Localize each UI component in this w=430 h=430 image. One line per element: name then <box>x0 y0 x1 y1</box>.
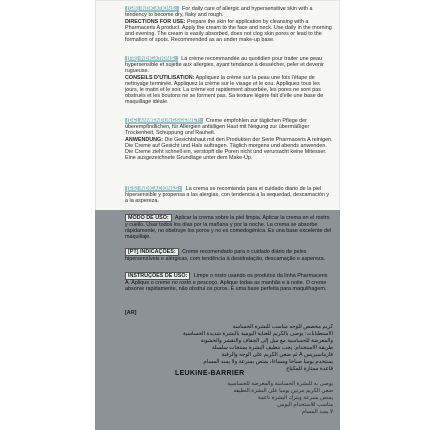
ar-line-9: ضعي الكريم مرتين يوميا على البشرة النظيفة <box>233 388 333 394</box>
fr-indications: [FR] INDICATIONS: La crème recommandée au quotidien pour traiter une peau hypersensible et sujette aux allergies, ayant tendance à dessécher, peler et devenir rugueuse. <box>125 56 326 75</box>
pt-directions: INSTRUÇÕES DE USO: Limpe o rosto usando os produtos da linha Pharmaceris A. Aplique o creme no rosto e pescoço. Aplique todas as manhãs e à noite. O creme absorve rapidamente, não obstrui os poros. É uma base perfeita para maquilhagem. <box>125 273 329 293</box>
fr-tag: [FR] INDICATIONS: <box>127 56 176 62</box>
de-tag: [DE] ANWENDUNGSGEBIET: <box>127 118 201 124</box>
ar-line-7: قاعدة ممتازة للمكياج <box>285 366 333 372</box>
pt-indications: [PT] INDICAÇÕES: Creme recomendado para o cuidado diário de peles hipersensíveis e alérgicas, com tendência à desidratação, descamação e aspereza. <box>125 249 326 263</box>
ar-line-3: والمعرضة للحساسية مع ميل إلى الجفاف والتقشر والخشونة <box>200 338 333 344</box>
de-directions-heading: ANWENDUNG: <box>125 137 164 143</box>
de-indications: [DE] ANWENDUNGSGEBIET: Creme empfohlen zur täglichen Pflege der überempfindlichen, für Allergien anfälligen Haut mit Neigung zur übermäßiger Trockenheit, Schuppung und Rauheit. <box>125 118 311 137</box>
ar-line-4: طريقة الاستخدام: يجب تنظيف البشرة بمنتجات سلسلة <box>212 345 333 351</box>
ar-line-8: يوصى به للبشرة الحساسة والمعرضة للحساسية <box>227 381 333 387</box>
de-directions: ANWENDUNG: Die Gesichtshaut mit den Produkten der Serie Pharmaceris A reinigen. Die Creme auf Gesicht und Hals auftragen. Täglich morgens und abends anwenden. Die Creme zieht schnell ein, verstopft die Poren nicht und verursacht keine Mitesser. Eine ausgezeichnete Grundlage unter dem Make-Up. <box>125 137 335 162</box>
ar-line-2: الاستطبابات: يوصى بالكريم للعناية اليومية بالبشرة شديدة الحساسية <box>182 331 333 337</box>
ar-line-1: كريم مخصص للوجه مناسب للبشرة الحساسة <box>232 324 333 330</box>
leaflet-sheet <box>95 0 340 430</box>
es-tag: [ES] INDICACIONES: <box>127 186 181 192</box>
gb-tag: [GB] INDICATIONS: <box>127 6 177 12</box>
gb-indications: [GB] INDICATIONS: For daily care of allergic and hypersensitive skin with a tendency to become dry, flaky and rough. <box>125 6 314 19</box>
ar-line-11: مناسب للاستخدام اليومي <box>276 402 333 408</box>
ar-line-6: يستخدم يوميا صباحا ومساءا، يمتص بسرعة ولا يسد المسام <box>203 359 333 365</box>
ar-line-12: لا يسد المسام <box>301 409 333 415</box>
pt-tag: [PT] INDICAÇÕES: <box>125 248 179 256</box>
pt-directions-heading: INSTRUÇÕES DE USO: <box>125 272 190 280</box>
es-directions: MODO DE USO: Aplicar la crema sobre la piel limpia. Aplicar la crema en el rostro y cuello. Usar todos los días por la mañana y por la noche. La crema se absorbe rápidamente, no obstruye los poros y no es comedogénica. Es una base excelente del maquillaje. <box>125 215 333 241</box>
gb-directions: DIRECTIONS FOR USE: Prepare the skin for application by cleansing with a Pharmaceris A product. Apply the cream to the face and neck. Use daily in the morning and evening. The cream is easily absorbed, does not clog skin pores or lead to the formation of spots. Recommended as an under make-up base. <box>125 19 334 44</box>
fr-directions-heading: CONSEILS D'UTILISATION: <box>125 75 195 81</box>
ar-tag: [AR] <box>125 310 137 316</box>
es-indications: [ES] INDICACIONES: La crema se recomienda para el cuidado diario de la piel hipersensible y propensa a las alergias, con tendencia a la sequedad, descamación y a la aspereza. <box>125 186 331 205</box>
gb-directions-heading: DIRECTIONS FOR USE: <box>125 19 186 25</box>
es-use-heading: MODO DE USO: <box>125 214 172 222</box>
fr-directions: CONSEILS D'UTILISATION: Appliquez la crème sur la peau une fois l'étape de nettoyage terminée. Appliquez la crème sur le visage et le cou. Appliquez tous les jours, le matin et le soir. La crème est rapidement absorbée, les pores ne sont pas obstrués et les boutons ne se forment pas. Sa texture légère fait d'elle une base de maquillage idéale. <box>125 75 325 106</box>
brand-name: LEUKINE-BARRIER <box>175 370 245 377</box>
ar-line-5: فارماسيريس A ثم ضعي الكريم على الوجه والرقبة <box>221 352 333 358</box>
ar-line-10: يمتص بسرعة ويترك البشرة ناعمة <box>257 395 333 401</box>
